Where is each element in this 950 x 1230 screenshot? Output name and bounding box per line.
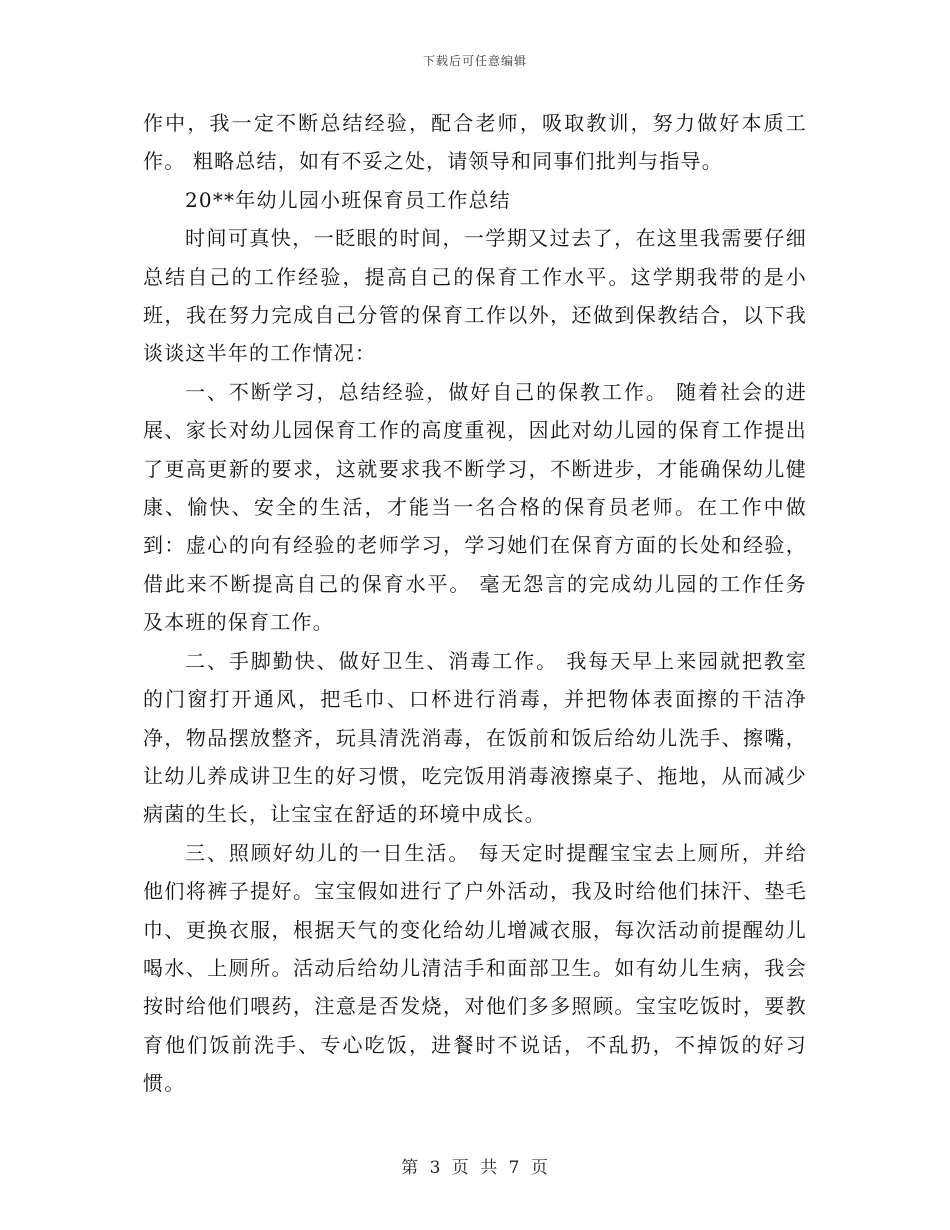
paragraph-point-one: 一、不断学习，总结经验，做好自己的保教工作。 随着社会的进展、家长对幼儿园保育工作的高度重视，因此对幼儿园的保育工作提出了更高更新的要求，这就要求我不断学习，不断进步，才能确保幼儿健康、愉快、安全的生活，才能当一名合格的保育员老师。在工作中做到：虚心的向有经验的老师学习，学习她们在保育方面的长处和经验，借此来不断提高自己的保育水平。 毫无怨言的完成幼儿园的工作任务及本班的保育工作。: [143, 379, 807, 635]
section-title: 20**年幼儿园小班保育员工作总结: [185, 187, 511, 212]
document-body: [143, 104, 807, 1103]
page-header: 下载后可任意编辑: [422, 54, 527, 68]
paragraph-point-three: 三、照顾好幼儿的一日生活。 每天定时提醒宝宝去上厕所，并给他们将裤子提好。宝宝假如进行了户外活动，我及时给他们抹汗、垫毛巾、更换衣服，根据天气的变化给幼儿增减衣服，每次活动前提醒幼儿喝水、上厕所。活动后给幼儿清洁手和面部卫生。如有幼儿生病，我会按时给他们喂药，注意是否发烧，对他们多多照顾。宝宝吃饭时，要教育他们饭前洗手、专心吃饭，进餐时不说话，不乱扔，不掉饭的好习惯。: [143, 840, 807, 1096]
page-number: 第 3 页 共 7 页: [401, 1158, 549, 1178]
paragraph-continuation: 作中，我一定不断总结经验，配合老师，吸取教训，努力做好本质工作。 粗略总结，如有不妥之处，请领导和同事们批判与指导。: [143, 111, 807, 174]
paragraph-intro: 时间可真快，一眨眼的时间，一学期又过去了，在这里我需要仔细总结自己的工作经验，提高自己的保育工作水平。这学期我带的是小班，我在努力完成自己分管的保育工作以外，还做到保教结合，以下我谈谈这半年的工作情况：: [143, 226, 807, 366]
paragraph-point-two: 二、手脚勤快、做好卫生、消毒工作。 我每天早上来园就把教室的门窗打开通风，把毛巾、口杯进行消毒，并把物体表面擦的干洁净净，物品摆放整齐，玩具清洗消毒，在饭前和饭后给幼儿洗手、擦嘴，让幼儿养成讲卫生的好习惯，吃完饭用消毒液擦桌子、拖地，从而减少病菌的生长，让宝宝在舒适的环境中成长。: [143, 648, 807, 827]
